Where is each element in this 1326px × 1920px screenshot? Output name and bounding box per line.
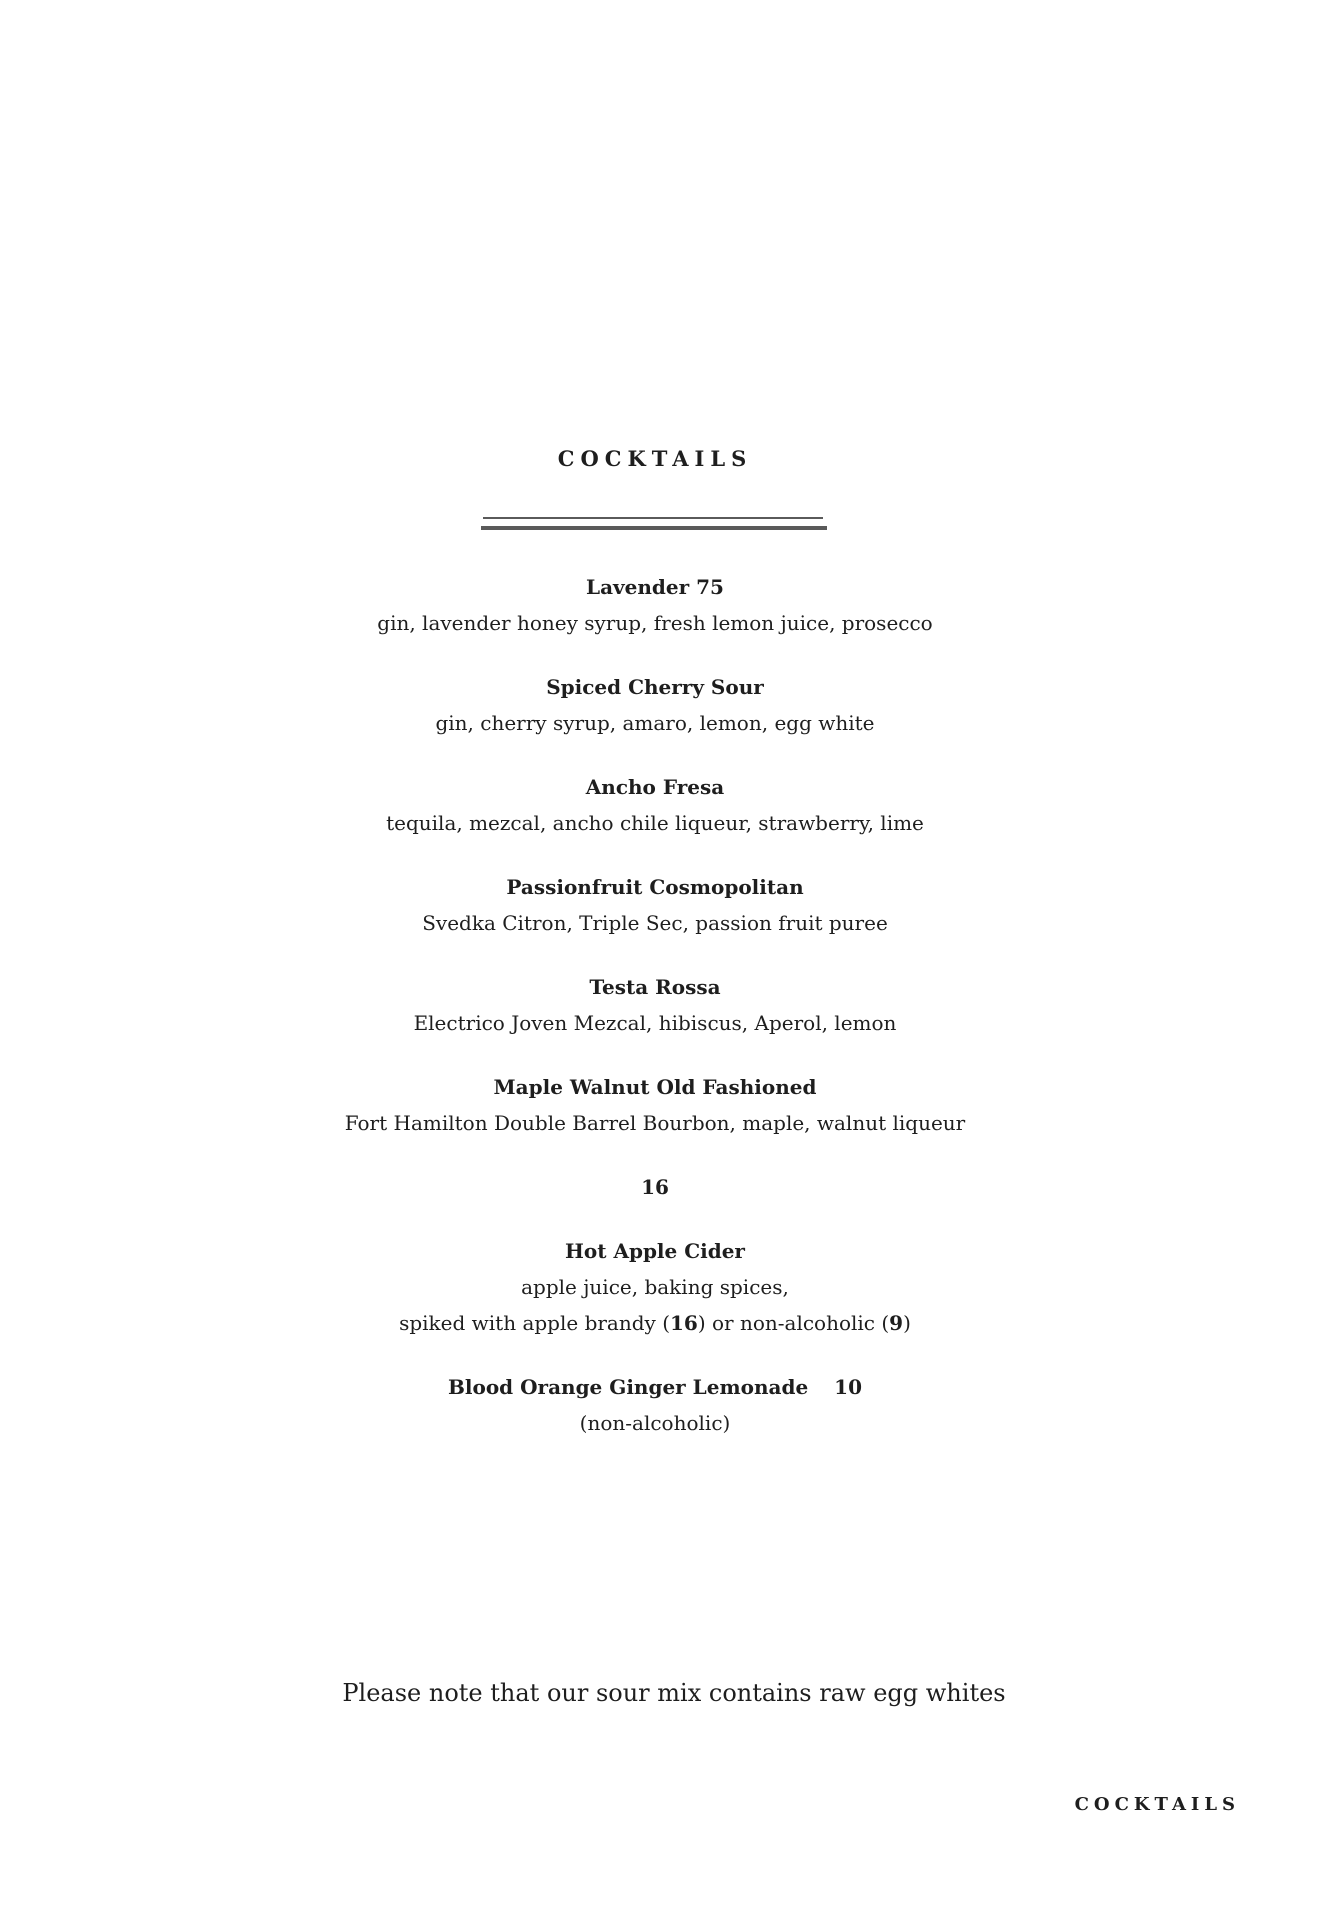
list-item bbox=[0, 1373, 1310, 1437]
item-name: Hot Apple Cider bbox=[565, 1239, 745, 1263]
item-description: gin, cherry syrup, amaro, lemon, egg white bbox=[435, 711, 875, 735]
item-description: apple juice, baking spices, bbox=[521, 1275, 789, 1299]
list-item bbox=[0, 773, 1310, 837]
item-name: Spiced Cherry Sour bbox=[546, 675, 764, 699]
list-item bbox=[0, 1237, 1310, 1337]
footer-label: COCKTAILS bbox=[1074, 1794, 1240, 1815]
pricing-text: ) or non-alcoholic ( bbox=[697, 1311, 890, 1335]
list-item bbox=[0, 973, 1310, 1037]
item-description: tequila, mezcal, ancho chile liqueur, strawberry, lime bbox=[386, 811, 924, 835]
list-item bbox=[0, 1073, 1310, 1137]
item-description: Fort Hamilton Double Barrel Bourbon, maple, walnut liqueur bbox=[344, 1111, 966, 1135]
item-name-with-price bbox=[0, 1373, 1310, 1401]
item-description: Electrico Joven Mezcal, hibiscus, Aperol, lemon bbox=[413, 1011, 897, 1035]
item-name: Lavender 75 bbox=[586, 575, 724, 599]
group-price: 16 bbox=[641, 1175, 669, 1199]
item-name: Blood Orange Ginger Lemonade bbox=[447, 1375, 809, 1399]
item-description-pricing bbox=[0, 1309, 1310, 1337]
title-divider-top bbox=[483, 517, 823, 519]
pricing-text: spiked with apple brandy ( bbox=[399, 1311, 670, 1335]
item-description: gin, lavender honey syrup, fresh lemon juice, prosecco bbox=[377, 611, 933, 635]
list-item bbox=[0, 673, 1310, 737]
item-name: Passionfruit Cosmopolitan bbox=[506, 875, 804, 899]
item-price: 10 bbox=[834, 1375, 863, 1399]
item-description: Svedka Citron, Triple Sec, passion fruit puree bbox=[422, 911, 888, 935]
list-item bbox=[0, 573, 1310, 637]
price-spiked: 16 bbox=[670, 1311, 698, 1335]
pricing-text: ) bbox=[903, 1311, 911, 1335]
item-description: (non-alcoholic) bbox=[579, 1411, 731, 1435]
price-non-alcoholic: 9 bbox=[889, 1311, 904, 1335]
list-item bbox=[0, 873, 1310, 937]
item-name: Testa Rossa bbox=[589, 975, 721, 999]
item-name: Maple Walnut Old Fashioned bbox=[493, 1075, 817, 1099]
item-name: Ancho Fresa bbox=[585, 775, 725, 799]
page-title: COCKTAILS bbox=[557, 446, 753, 471]
cocktail-list bbox=[0, 573, 1310, 1473]
allergy-note: Please note that our sour mix contains raw egg whites bbox=[342, 1679, 1006, 1707]
title-divider-bottom bbox=[481, 526, 827, 530]
